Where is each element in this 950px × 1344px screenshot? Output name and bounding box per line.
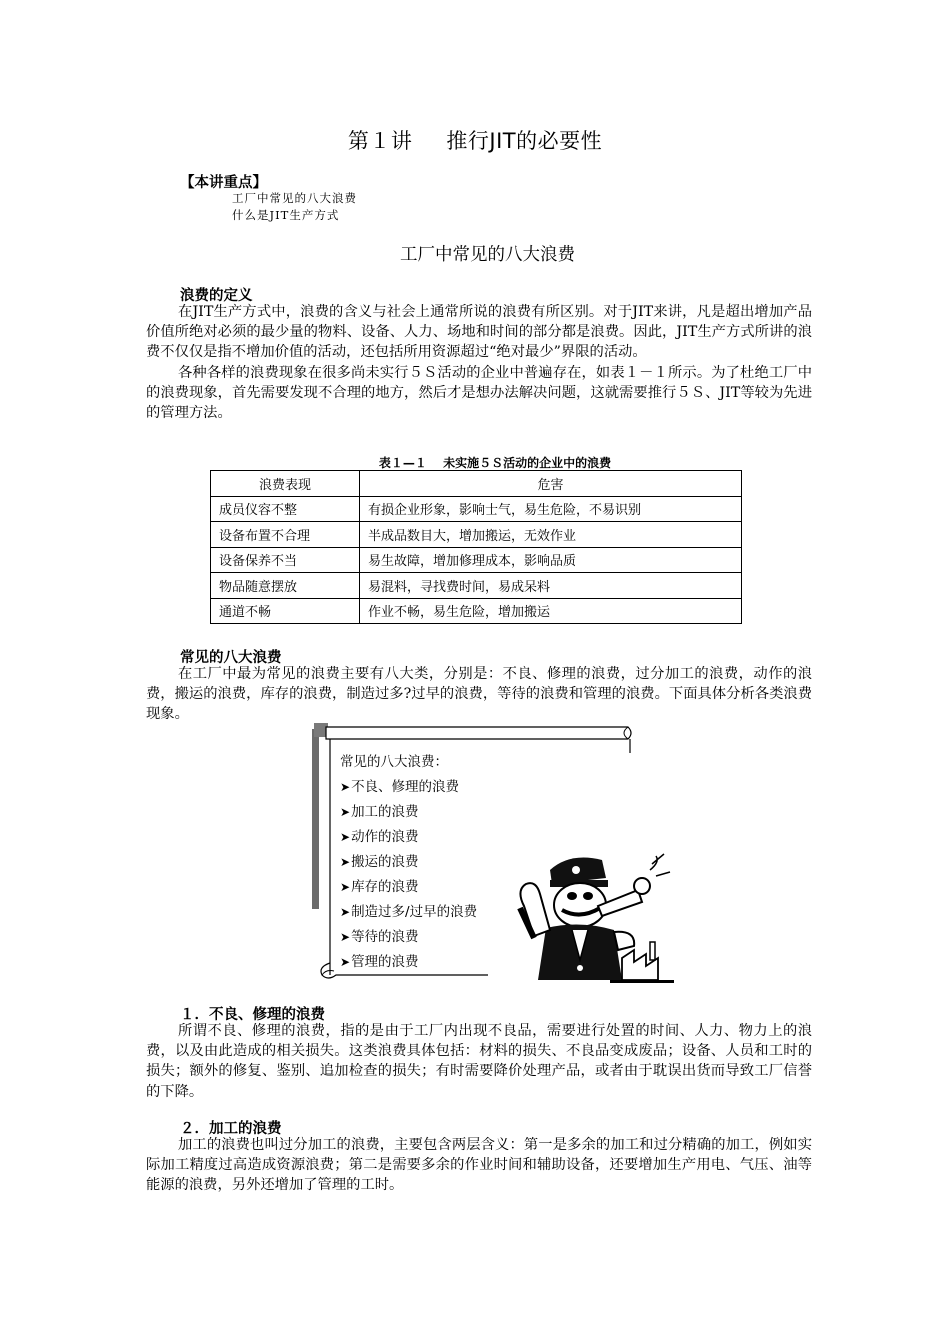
table-cell: 易生故障，增加修理成本，影响品质 [360,547,742,573]
table-row [211,547,742,573]
figure-item [340,825,477,850]
table-caption: 表１—１ 未实施５Ｓ活动的企业中的浪费 [378,456,612,470]
figure-title: 常见的八大浪费： [340,754,448,770]
figure-item-text: 等待的浪费 [351,929,419,945]
key-point-item: 什么是JIT生产方式 [232,208,340,222]
arrow-icon: ➤ [340,880,351,894]
paragraph: 在JIT生产方式中，浪费的含义与社会上通常所说的浪费有所区别。对于JIT来讲，凡是超出增加产品价值所绝对必须的最少量的物料、设备、人力、场地和时间的部分都是浪费。因此，JIT生产方式所讲的浪费不仅仅是指不增加价值的活动，还包括所用资源超过“绝对最少”界限的活动。 [146,304,812,361]
page-title [0,125,950,155]
table-cell: 作业不畅，易生危险，增加搬运 [360,598,742,624]
figure-item [340,900,477,925]
table-cell: 设备布置不合理 [211,522,360,548]
column-header: 浪费表现 [211,471,360,497]
figure-item [340,950,477,975]
section-2-heading: ２．加工的浪费 [180,1121,282,1137]
figure-item [340,850,477,875]
arrow-icon: ➤ [340,830,351,844]
lecture-title: 推行JIT的必要性 [446,129,603,153]
section-2-body [146,1135,812,1196]
paragraph: 各种各样的浪费现象在很多尚未实行５Ｓ活动的企业中普遍存在，如表１－１所示。为了杜绝工厂中的浪费现象，首先需要发现不合理的地方，然后才是想办法解决问题，这就需要推行５Ｓ、JIT等较为先进的管理方法。 [146,364,812,422]
waste-table [210,470,742,624]
table-row [211,573,742,599]
figure-item-text: 制造过多/过早的浪费 [351,904,478,920]
key-points-heading: 【本讲重点】 [180,175,267,191]
figure-list [340,750,477,975]
section-title: 工厂中常见的八大浪费 [400,245,575,265]
table-cell: 有损企业形象，影响士气，易生危险，不易识别 [360,496,742,522]
lecture-number: 第１讲 [347,129,413,153]
table-cell: 易混料，寻找费时间，易成呆料 [360,573,742,599]
policeman-whistle-icon [510,850,675,985]
table-cell: 设备保养不当 [211,547,360,573]
table-row [211,522,742,548]
eight-wastes-heading: 常见的八大浪费 [180,650,282,666]
table-cell: 半成品数目大，增加搬运，无效作业 [360,522,742,548]
definition-heading: 浪费的定义 [180,288,253,304]
table-cell: 物品随意摆放 [211,573,360,599]
arrow-icon: ➤ [340,855,351,869]
paragraph: 加工的浪费也叫过分加工的浪费，主要包含两层含义：第一是多余的加工和过分精确的加工，例如实际加工精度过高造成资源浪费；第二是需要多余的作业时间和辅助设备，还要增加生产用电、气压、油等能源的浪费，另外还增加了管理的工时。 [146,1137,812,1194]
section-1-heading: １．不良、修理的浪费 [180,1007,325,1023]
section-1-body [146,1021,812,1102]
table-header-row [211,471,742,497]
arrow-icon: ➤ [340,955,351,969]
arrow-icon: ➤ [340,805,351,819]
figure-item-text: 库存的浪费 [351,879,419,895]
figure-item [340,875,477,900]
table-row [211,598,742,624]
table-cell: 成员仪容不整 [211,496,360,522]
figure-item-text: 动作的浪费 [351,829,419,845]
key-point-item: 工厂中常见的八大浪费 [232,191,357,205]
figure-item [340,800,477,825]
arrow-icon: ➤ [340,930,351,944]
definition-body [146,302,812,423]
arrow-icon: ➤ [340,905,351,919]
arrow-icon: ➤ [340,780,351,794]
figure-item [340,925,477,950]
figure-item-text: 管理的浪费 [351,954,419,970]
table-cell: 通道不畅 [211,598,360,624]
figure-item-text: 搬运的浪费 [351,854,419,870]
figure-item [340,775,477,800]
paragraph: 在工厂中最为常见的浪费主要有八大类，分别是：不良、修理的浪费，过分加工的浪费，动作的浪费，搬运的浪费，库存的浪费，制造过多?过早的浪费，等待的浪费和管理的浪费。下面具体分析各类浪费现象。 [146,666,812,723]
figure-item-text: 加工的浪费 [351,804,419,820]
eight-wastes-body [146,664,812,725]
paragraph: 所谓不良、修理的浪费，指的是由于工厂内出现不良品，需要进行处置的时间、人力、物力上的浪费，以及由此造成的相关损失。这类浪费具体包括：材料的损失、不良品变成废品；设备、人员和工时的损失；额外的修复、鉴别、追加检查的损失；有时需要降价处理产品，或者由于耽误出货而导致工厂信誉的下降。 [146,1023,812,1100]
table-row [211,496,742,522]
column-header: 危害 [360,471,742,497]
figure-item-text: 不良、修理的浪费 [351,779,460,795]
